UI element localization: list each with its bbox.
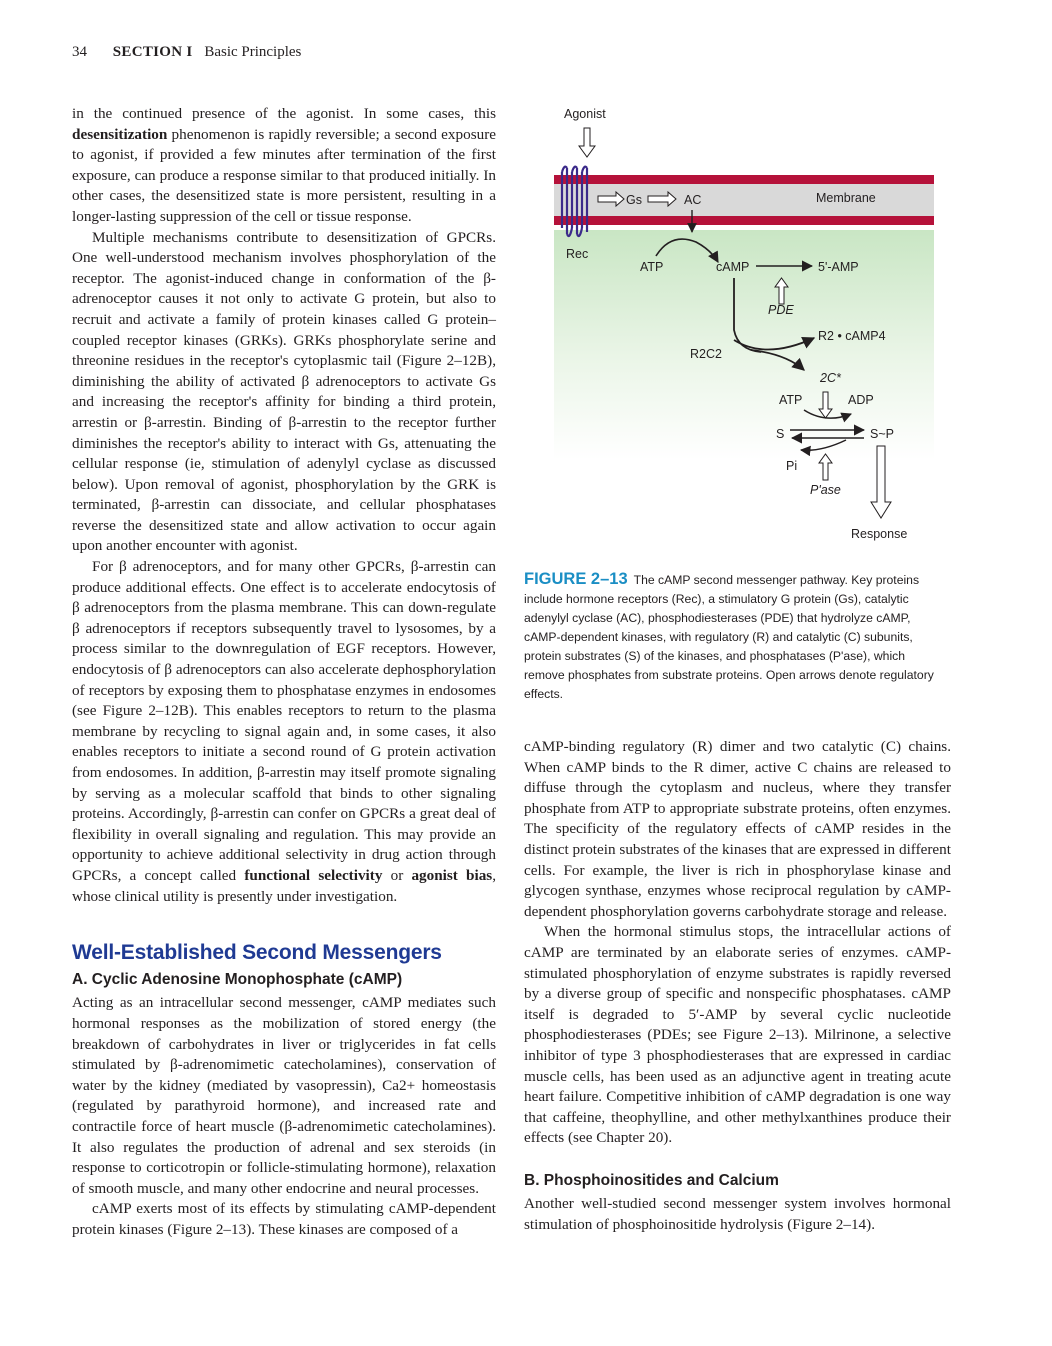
r2camp4-label: R2 • cAMP4 <box>818 329 886 343</box>
page-number: 34 <box>72 44 87 60</box>
term-functional-selectivity: functional selectivity <box>244 866 383 884</box>
section-title: Basic Principles <box>204 44 302 60</box>
subsection-heading-b: B. Phosphoinositides and Calcium <box>524 1171 779 1189</box>
sp-label: S~P <box>870 427 894 441</box>
response-label: Response <box>851 527 908 541</box>
term-desensitization: desensitization <box>72 125 168 143</box>
s-label: S <box>776 427 785 441</box>
figure-caption <box>524 570 948 704</box>
ac-label: AC <box>684 193 702 207</box>
pi-label: Pi <box>786 459 798 473</box>
agonist-label: Agonist <box>564 107 606 121</box>
paragraph-desensitization: in the continued presence of the agonist. In some cases, this desensitization phenomenon is rapidly reversible; a second exposure to agonist, if provided a few minutes after termination of the first exposure, can produce a response similar to that produced initially. In other cases, the desensitized state is more persistent, resulting in a longer-lasting suppression of the cell or tissue response. <box>72 105 496 225</box>
adp-label: ADP <box>848 393 874 407</box>
caption-text: The cAMP second messenger pathway. Key proteins include hormone receptors (Rec), a stimulatory G protein (Gs), catalytic adenylyl cyclase (AC), phosphodiesterases (PDE) that hydrolyze cAMP, cAMP-dependent kinases, with regulatory (R) and catalytic (C) subunits, protein substrates (S) of the kinases, and phosphatases (P'ase), which remove phosphates from substrate proteins. Open arrows denote regulatory effects. <box>524 573 934 701</box>
paragraph-grk: Multiple mechanisms contribute to desensitization of GPCRs. One well-understood mechanism involves phosphorylation of the receptor. The agonist-induced change in conformation of the β-adrenoceptor causes it not only to activate G protein, but also to recruit and activate a family of protein kinases called G protein–coupled receptor kinases (GRKs). GRKs phosphorylate serine and threonine residues in the receptor's cytoplasmic tail (Figure 2–12B), diminishing the ability of activated β adrenoceptors to activate Gs and increasing the receptor's affinity for binding a third protein, arrestin or β-arrestin. Binding of β-arrestin to the receptor further diminishes the receptor's ability to interact with Gs, attenuating the cellular response (ie, stimulation of adenylyl cyclase as discussed below). Upon removal of agonist, phosphorylation by the GRK is terminated, β-arrestin can dissociate, and cellular phosphatases reverse the desensitized state and allow activation to occur again upon another encounter with agonist. <box>72 228 496 555</box>
atp2-label: ATP <box>779 393 803 407</box>
paragraph-camp-intro: Acting as an intracellular second messenger, cAMP mediates such hormonal responses as the mobilization of stored energy (the breakdown of carbohydrates in liver or triglycerides in fat cells stimulated by β-adrenomimetic catecholamines), conservation of water by the kidney (mediated by vasopressin), Ca2+ homeostasis (regulated by parathyroid hormone), and increased rate and contractile force of heart muscle (β-adrenomimetic catecholamines). It also regulates the production of adrenal and sex steroids (in response to corticotropin or follicle-stimulating hormone), relaxation of smooth muscle, and many other endocrine and neural processes. <box>72 994 496 1197</box>
atp-label: ATP <box>640 260 664 274</box>
five-amp-label: 5'-AMP <box>818 260 859 274</box>
section-heading: Well-Established Second Messengers <box>72 941 442 965</box>
paragraph-phosphoinositides: Another well-studied second messenger system involves hormonal stimulation of phosphoinositide hydrolysis (Figure 2–14). <box>524 1195 951 1234</box>
camp-label: cAMP <box>716 260 750 274</box>
r2c2-label: R2C2 <box>690 347 722 361</box>
camp-pathway-figure <box>546 102 946 552</box>
membrane-bottom-band <box>554 216 934 225</box>
left-column <box>72 104 496 1240</box>
figure-label: FIGURE 2–13 <box>524 570 628 588</box>
rec-label: Rec <box>566 247 589 261</box>
membrane-label: Membrane <box>816 191 876 205</box>
pde-label: PDE <box>768 303 794 317</box>
pase-label: P'ase <box>810 483 841 497</box>
membrane-top-band <box>554 175 934 184</box>
two-c-label: 2C* <box>820 371 841 385</box>
paragraph-r-dimer: cAMP-binding regulatory (R) dimer and two catalytic (C) chains. When cAMP binds to the R dimer, active C chains are released to diffuse through the cytoplasm and nucleus, where they transfer phosphate from ATP to appropriate substrate proteins, often enzymes. The specificity of the regulatory effects of cAMP resides in the distinct protein substrates of the kinases that are expressed in different cells. For example, the liver is rich in phosphorylase kinase and glycogen synthase, enzymes whose reciprocal regulation by cAMP-dependent phosphorylation governs carbohydrate storage and release. <box>524 738 951 920</box>
term-agonist-bias: agonist bias <box>411 866 493 884</box>
right-column <box>524 737 951 1236</box>
running-header <box>72 44 301 61</box>
agonist-arrow-icon <box>579 128 595 157</box>
paragraph-termination: When the hormonal stimulus stops, the intracellular actions of cAMP are terminated by an elaborate series of enzymes. cAMP-stimulated phosphorylation of enzyme substrates is rapidly reversed by a diverse group of specific and nonspecific phosphatases. cAMP itself is degraded to 5′-AMP by several cyclic nucleotide phosphodiesterases (PDEs; see Figure 2–13). Milrinone, a selective inhibitor of type 3 phosphodiesterases that are expressed in cardiac muscle cells, has been used as an adjunctive agent in treating acute heart failure. Competitive inhibition of cAMP degradation is one way that caffeine, theophylline, and other methylxanthines produce their effects (see Chapter 20). <box>524 923 951 1147</box>
gs-label: Gs <box>626 193 642 207</box>
subsection-heading-a: A. Cyclic Adenosine Monophosphate (cAMP) <box>72 970 403 988</box>
section-label: SECTION I <box>112 44 193 60</box>
paragraph-arrestin: For β adrenoceptors, and for many other GPCRs, β-arrestin can produce additional effects. One effect is to accelerate endocytosis of β adrenoceptors from the plasma membrane. This can down-regulate β adrenoceptors if receptors subsequently travel to lysosomes, by a process similar to the downregulation of EGF receptors. However, endocytosis of β adrenoceptors can also accelerate dephosphorylation of receptors by exposing them to phosphatase enzymes in endosomes (see Figure 2–12B). This enables receptors to return to the plasma membrane by recycling to signal again and, in some cases, it also enables receptors to initiate a second round of G protein activation from endosomes. In addition, β-arrestin may itself promote signaling by serving as a molecular scaffold that binds to other signaling proteins. Accordingly, β-arrestin can confer on GPCRs a great deal of flexibility in overall signaling and regulation. This may provide an opportunity to achieve additional selectivity in drug action through GPCRs, a concept called functional selectivity or agonist bias, whose clinical utility is presently under investigation. <box>72 558 497 905</box>
paragraph-camp-kinases: cAMP exerts most of its effects by stimulating cAMP-dependent protein kinases (Figure 2–13). These kinases are composed of a <box>72 1200 496 1238</box>
